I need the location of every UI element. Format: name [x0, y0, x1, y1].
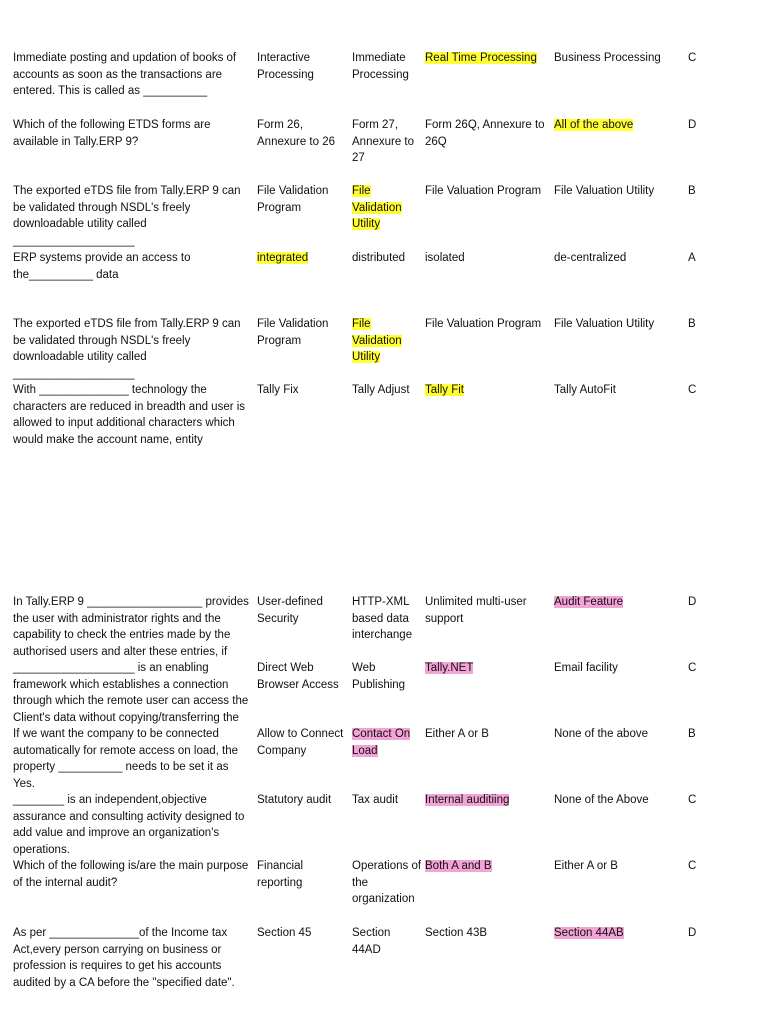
option-b-text: Tally Adjust	[352, 384, 410, 396]
option-b	[352, 316, 422, 366]
option-d-text: Email facility	[554, 662, 618, 674]
question-text: As per ______________of the Income tax Act,every person carrying on business or profession is requires to get his accounts audited by a CA before the "specified date".	[13, 927, 235, 989]
option-c-text: File Valuation Program	[425, 185, 542, 197]
option-d	[554, 594, 682, 611]
option-b	[352, 858, 422, 908]
option-c	[425, 117, 551, 150]
option-c-text: Tally.NET	[425, 662, 474, 674]
option-a-text: integrated	[257, 252, 309, 264]
option-a-text: Form 26, Annexure to 26	[257, 119, 336, 148]
option-b	[352, 117, 422, 167]
question-text: Which of the following ETDS forms are available in Tally.ERP 9?	[13, 119, 211, 148]
option-d-text: Section 44AB	[554, 927, 624, 939]
option-a	[257, 117, 349, 150]
answer-key: C	[688, 52, 697, 64]
option-a-text: Statutory audit	[257, 794, 332, 806]
option-b	[352, 594, 422, 644]
option-b-text: Tax audit	[352, 794, 399, 806]
option-d-text: None of the Above	[554, 794, 649, 806]
option-d-text: Either A or B	[554, 860, 618, 872]
option-c	[425, 250, 551, 267]
option-d-text: File Valuation Utility	[554, 318, 655, 330]
option-d-text: All of the above	[554, 119, 634, 131]
question-text: The exported eTDS file from Tally.ERP 9 can be validated through NSDL's freely downloadable utility called ___________________	[13, 318, 241, 380]
option-c	[425, 925, 551, 942]
option-d	[554, 792, 682, 809]
option-d-text: None of the above	[554, 728, 648, 740]
option-c-text: Section 43B	[425, 927, 488, 939]
option-c-text: Both A and B	[425, 860, 492, 872]
option-a	[257, 183, 349, 216]
option-b-text: Operations of the organization	[352, 860, 422, 905]
option-a-text: Section 45	[257, 927, 312, 939]
option-a	[257, 858, 349, 891]
option-a-text: Financial reporting	[257, 860, 304, 889]
option-a-text: Direct Web Browser Access	[257, 662, 339, 691]
option-c	[425, 183, 551, 200]
answer-key: C	[688, 384, 697, 396]
option-d-text: Audit Feature	[554, 596, 624, 608]
option-b-text: Section 44AD	[352, 927, 391, 956]
option-d	[554, 660, 682, 677]
option-d-text: Business Processing	[554, 52, 661, 64]
question-text: If we want the company to be connected automatically for remote access on load, the property __________ needs to be set it as Yes.	[13, 728, 239, 790]
option-c	[425, 660, 551, 677]
answer-key: B	[688, 318, 696, 330]
option-b	[352, 382, 422, 399]
question-text: Immediate posting and updation of books of accounts as soon as the transactions are entered. This is called as __________	[13, 52, 237, 97]
option-b	[352, 925, 422, 958]
option-c	[425, 382, 551, 399]
option-a	[257, 726, 349, 759]
option-b-text: File Validation Utility	[352, 185, 402, 230]
option-a-text: Allow to Connect Company	[257, 728, 344, 757]
option-d	[554, 316, 682, 333]
option-d-text: File Valuation Utility	[554, 185, 655, 197]
option-d	[554, 382, 682, 399]
option-c-text: Form 26Q, Annexure to 26Q	[425, 119, 545, 148]
question-text: ___________________ is an enabling framework which establishes a connection through which the remote user can access the Client's data without copying/transferring the	[13, 662, 249, 724]
option-a	[257, 925, 349, 942]
option-a	[257, 594, 349, 627]
option-d	[554, 250, 682, 267]
option-b-text: Contact On Load	[352, 728, 411, 757]
option-c	[425, 50, 551, 67]
answer-key: A	[688, 252, 696, 264]
option-a	[257, 382, 349, 399]
option-a	[257, 660, 349, 693]
option-c-text: Tally Fit	[425, 384, 464, 396]
option-b	[352, 250, 422, 267]
option-c	[425, 316, 551, 333]
option-d	[554, 925, 682, 942]
option-a	[257, 316, 349, 349]
option-a-text: File Validation Program	[257, 318, 329, 347]
option-b	[352, 50, 422, 83]
answer-key: C	[688, 662, 697, 674]
option-b-text: File Validation Utility	[352, 318, 402, 363]
question-text: ________ is an independent,objective assurance and consulting activity designed to add value and improve an organization's operations.	[13, 794, 245, 856]
answer-key: D	[688, 927, 697, 939]
option-d	[554, 117, 682, 134]
option-a-text: Interactive Processing	[257, 52, 314, 81]
option-c-text: Real Time Processing	[425, 52, 537, 64]
option-a	[257, 250, 349, 267]
option-a	[257, 50, 349, 83]
option-b	[352, 660, 422, 693]
option-b-text: Immediate Processing	[352, 52, 409, 81]
option-c	[425, 594, 551, 627]
option-b-text: HTTP-XML based data interchange	[352, 596, 413, 641]
option-c	[425, 792, 551, 809]
option-c-text: Internal auditiing	[425, 794, 510, 806]
option-c-text: File Valuation Program	[425, 318, 542, 330]
option-d-text: de-centralized	[554, 252, 627, 264]
option-b-text: distributed	[352, 252, 406, 264]
option-d-text: Tally AutoFit	[554, 384, 616, 396]
option-d	[554, 50, 682, 67]
option-b	[352, 183, 422, 233]
option-c-text: isolated	[425, 252, 465, 264]
answer-key: B	[688, 185, 696, 197]
question-text: In Tally.ERP 9 __________________ provides the user with administrator rights and the capability to check the entries made by the authorised users and alter these entries, if	[13, 596, 249, 658]
option-c-text: Unlimited multi-user support	[425, 596, 527, 625]
answer-key: C	[688, 860, 697, 872]
answer-key: C	[688, 794, 697, 806]
option-c	[425, 726, 551, 743]
option-d	[554, 858, 682, 875]
option-b-text: Web Publishing	[352, 662, 406, 691]
option-a-text: User-defined Security	[257, 596, 323, 625]
option-a-text: Tally Fix	[257, 384, 299, 396]
option-c	[425, 858, 551, 875]
option-b	[352, 792, 422, 809]
answer-key: D	[688, 119, 697, 131]
question-text: Which of the following is/are the main purpose of the internal audit?	[13, 860, 249, 889]
option-d	[554, 726, 682, 743]
option-d	[554, 183, 682, 200]
question-text: With ______________ technology the characters are reduced in breadth and user is allowed to input additional characters which would make the account name, entity	[13, 384, 246, 446]
option-a-text: File Validation Program	[257, 185, 329, 214]
option-b	[352, 726, 422, 759]
question-text: The exported eTDS file from Tally.ERP 9 can be validated through NSDL's freely downloadable utility called ___________________	[13, 185, 241, 247]
option-b-text: Form 27, Annexure to 27	[352, 119, 415, 164]
answer-key: B	[688, 728, 696, 740]
answer-key: D	[688, 596, 697, 608]
option-c-text: Either A or B	[425, 728, 489, 740]
option-a	[257, 792, 349, 809]
question-text: ERP systems provide an access to the__________ data	[13, 252, 191, 281]
